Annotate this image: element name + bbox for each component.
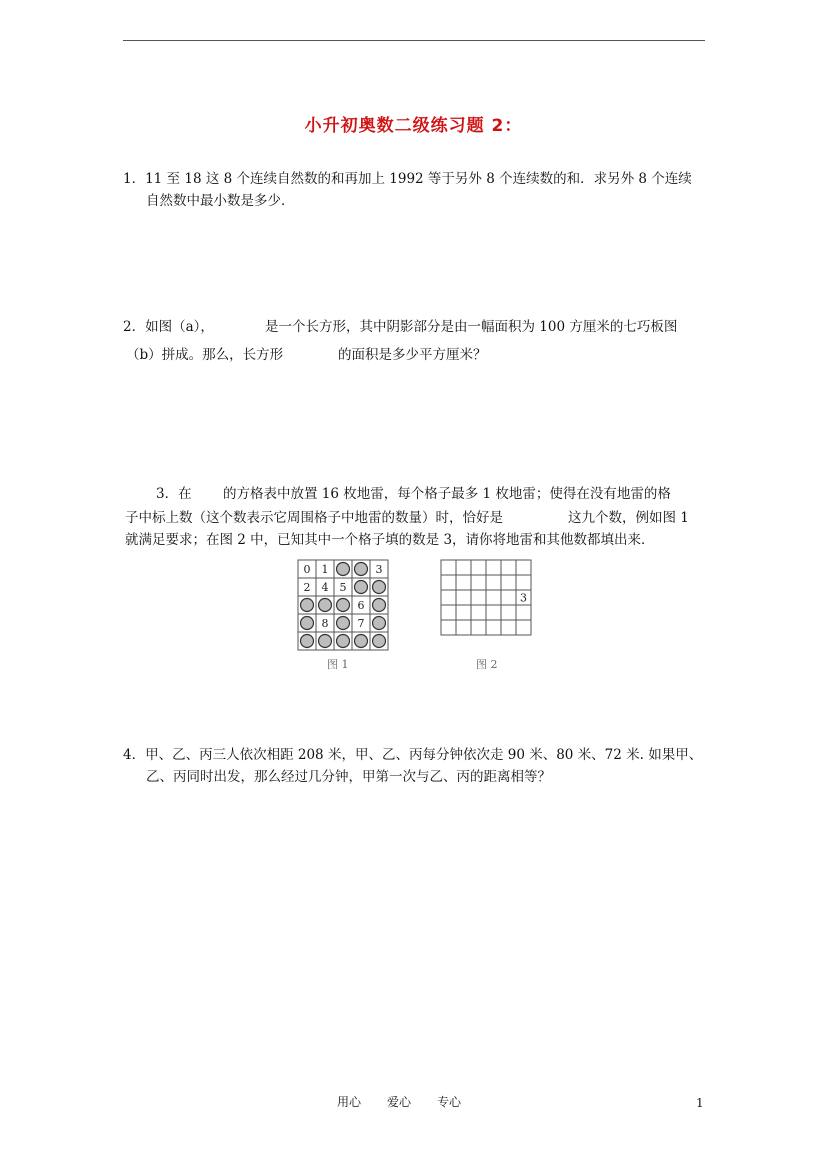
question-4-line-1: 4．甲、乙、丙三人依次相距 208 米，甲、乙、丙每分钟依次走 90 米、80 米、72 米. 如果甲、 — [123, 747, 703, 763]
figure-1-cell-number: 6 — [357, 599, 365, 612]
figure-1-mine-icon — [373, 617, 386, 630]
figure-1-mine-icon — [301, 599, 314, 612]
page-number: 1 — [696, 1096, 704, 1110]
footer-item-1: 用心 — [337, 1095, 362, 1109]
figure-2-cell — [471, 575, 486, 590]
figure-1-mine-icon — [373, 581, 386, 594]
figure-2-cell — [486, 560, 501, 575]
footer-item-2: 爱心 — [387, 1095, 412, 1109]
figure-2-cell — [516, 575, 531, 590]
question-3-line-2a: 子中标上数（这个数表示它周围格子中地雷的数量）时，恰好是 — [125, 510, 503, 526]
figure-2-cell — [486, 605, 501, 620]
figure-2-cell — [456, 560, 471, 575]
figure-1-mine-icon — [373, 635, 386, 648]
figure-2-cell — [501, 590, 516, 605]
figure-2-cell — [456, 620, 471, 635]
figure-2-grid — [440, 559, 532, 647]
figure-1-mine-icon — [337, 617, 350, 630]
figure-2-cell — [471, 620, 486, 635]
question-2-line-2b: 的面积是多少平方厘米？ — [338, 347, 487, 363]
figure-2-cell — [486, 590, 501, 605]
figure-1-mine-icon — [355, 581, 368, 594]
figure-1-mine-icon — [301, 635, 314, 648]
figure-2-cell — [471, 560, 486, 575]
question-3-line-3: 就满足要求；在图 2 中，已知其中一个格子填的数是 3，请你将地雷和其他数都填出来． — [125, 532, 655, 548]
figure-2-caption: 图 2 — [476, 658, 498, 671]
question-2-line-1a: 2．如图（a）， — [123, 319, 214, 335]
figure-1 — [297, 559, 389, 655]
figure-2-cell — [486, 575, 501, 590]
figure-2-cell — [501, 575, 516, 590]
figure-2-cell — [471, 605, 486, 620]
figure-2-cell — [441, 590, 456, 605]
figure-2-cell — [441, 560, 456, 575]
figure-1-mine-icon — [337, 635, 350, 648]
figure-1-mine-icon — [355, 563, 368, 576]
figure-1-grid — [297, 559, 389, 651]
figure-2-cell — [501, 620, 516, 635]
figure-1-mine-icon — [319, 635, 332, 648]
figure-2-cell — [441, 605, 456, 620]
page-title: 小升初奥数二级练习题 2： — [304, 116, 523, 136]
question-4-line-2: 乙、丙同时出发，那么经过几分钟，甲第一次与乙、丙的距离相等？ — [146, 769, 551, 785]
figure-1-mine-icon — [301, 617, 314, 630]
figure-2-cell — [516, 620, 531, 635]
question-1-line-1: 1．11 至 18 这 8 个连续自然数的和再加上 1992 等于另外 8 个连续数的和．求另外 8 个连续 — [123, 171, 692, 187]
figure-2-cell — [501, 605, 516, 620]
question-2-line-2a: （b）拼成。那么，长方形 — [126, 347, 284, 363]
figure-1-cell-number: 5 — [339, 581, 347, 594]
figure-2-cell — [501, 560, 516, 575]
figure-1-caption: 图 1 — [327, 658, 349, 671]
figure-2-cell — [456, 605, 471, 620]
figure-2-cell — [456, 575, 471, 590]
header-rule — [123, 40, 705, 41]
figure-1-mine-icon — [319, 599, 332, 612]
figure-1-cell-number: 4 — [321, 581, 329, 594]
figure-2-cell — [456, 590, 471, 605]
question-1-line-2: 自然数中最小数是多少． — [146, 193, 295, 209]
question-3-line-2b: 这九个数，例如图 1 — [568, 510, 689, 526]
figure-1-cell-number: 3 — [375, 563, 383, 576]
figure-1-mine-icon — [337, 563, 350, 576]
figure-1-mine-icon — [355, 635, 368, 648]
figure-2-cell-number: 3 — [520, 591, 527, 605]
figure-1-cell-number: 0 — [303, 563, 311, 576]
footer-item-3: 专心 — [437, 1095, 462, 1109]
question-3-line-1b: 的方格表中放置 16 枚地雷，每个格子最多 1 枚地雷；使得在没有地雷的格 — [223, 486, 671, 502]
figure-1-cell-number: 2 — [303, 581, 311, 594]
question-3-line-1a: 3．在 — [156, 486, 192, 502]
figure-2-cell — [441, 620, 456, 635]
question-2-line-1b: 是一个长方形，其中阴影部分是由一幅面积为 100 方厘米的七巧板图 — [265, 319, 678, 335]
figure-1-cell-number: 7 — [357, 617, 365, 630]
figure-2-cell — [486, 620, 501, 635]
figure-2-cell — [471, 590, 486, 605]
figure-1-cell-number: 8 — [321, 617, 329, 630]
figure-2-cell — [441, 575, 456, 590]
figure-2-cell — [516, 605, 531, 620]
figure-2-cell — [516, 560, 531, 575]
figure-1-mine-icon — [373, 599, 386, 612]
figure-1-mine-icon — [337, 599, 350, 612]
figure-1-cell-number: 1 — [321, 563, 329, 576]
figure-2 — [440, 559, 532, 651]
